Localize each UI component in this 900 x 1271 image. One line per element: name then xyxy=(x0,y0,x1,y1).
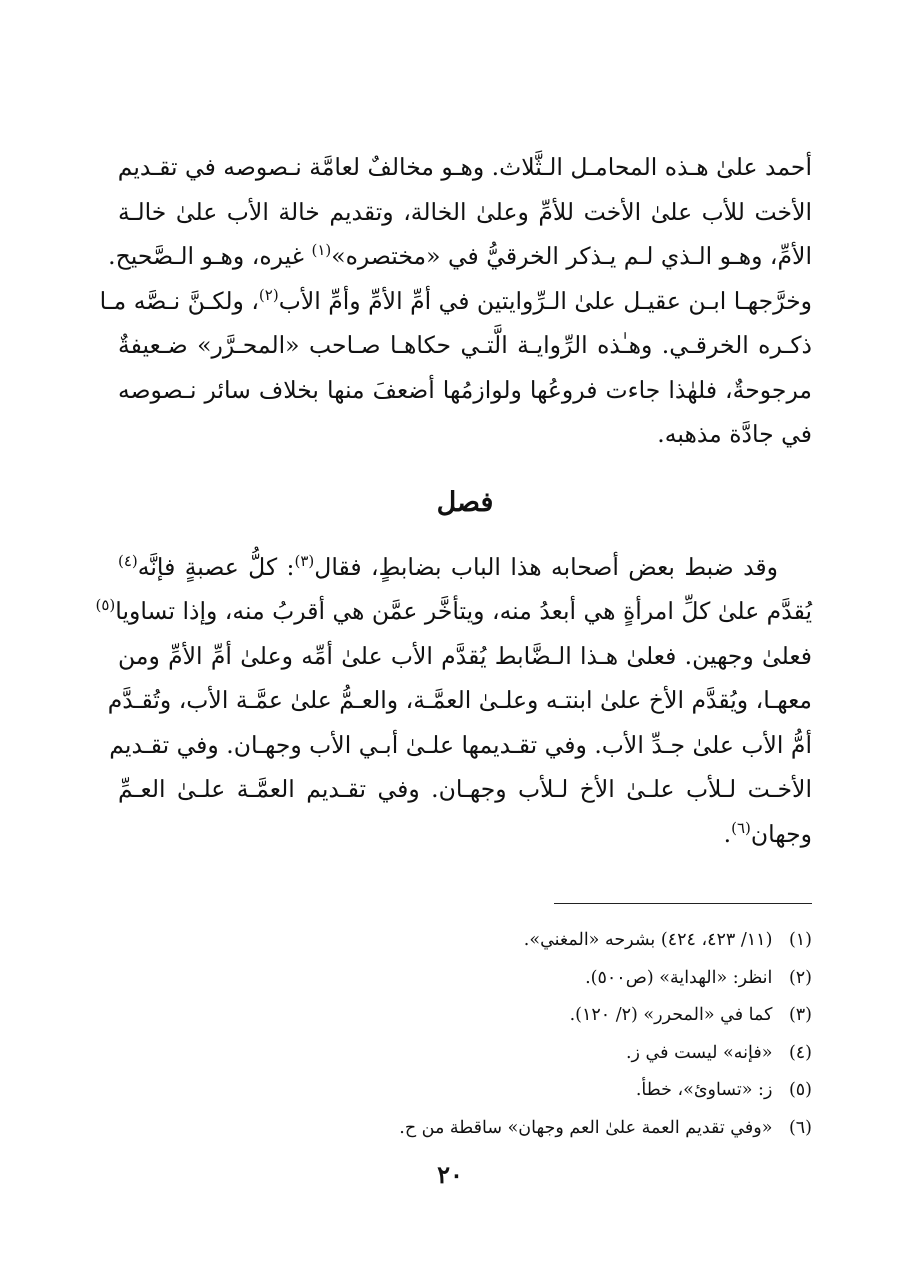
footnote-ref-4[interactable]: (٤) xyxy=(118,551,138,570)
footnote-text: ز: «تساوئ»، خطأ. xyxy=(635,1080,773,1100)
main-text xyxy=(95,145,812,856)
footnote-ref-1[interactable]: (١) xyxy=(311,241,332,260)
text-segment: يُقدَّم علىٰ كلِّ امرأةٍ هي أبعدُ منه، ويتأخَّر عمَّن هي أقربُ منه، وإذا تساويا xyxy=(115,597,812,625)
footnote-ref-2[interactable]: (٢) xyxy=(258,285,279,304)
text-line: الأخـت لـلأب علـىٰ الأخ لـلأب وجهـان. وفي تقـديم العمَّـة علـىٰ العـمِّ xyxy=(118,775,812,803)
text-segment: : كلُّ عصبةٍ فإنَّه xyxy=(137,552,295,581)
text-line: الأخت للأب علىٰ الأخت للأمِّ وعلىٰ الخالة، وتقديم خالة الأب علىٰ خالـة xyxy=(118,197,812,226)
footnote-ref-5[interactable]: (٥) xyxy=(95,596,116,615)
page-number: ٢٠ xyxy=(437,1160,463,1189)
footnote-number: (٦) xyxy=(788,1117,812,1138)
footnote-number: (٥) xyxy=(788,1080,812,1100)
footnote-item xyxy=(292,997,812,1035)
text-segment: وخرَّجهـا ابـن عقيـل علىٰ الـرِّوايتين في أمِّ الأمِّ وأمِّ الأب xyxy=(278,286,812,315)
text-line xyxy=(118,812,812,857)
footnote-item xyxy=(292,960,812,998)
footnote-number: (١) xyxy=(788,930,812,950)
text-segment: وقد ضبط بعض أصحابه هذا الباب بضابطٍ، فقال xyxy=(314,552,779,581)
text-line: ذكـره الخرقـي. وهـٰذه الرِّوايـة الَّتـي حكاهـا صـاحب «المحـرَّر» ضـعيفةٌ xyxy=(118,331,812,359)
footnote-number: (٤) xyxy=(788,1042,812,1063)
footnote-ref-3[interactable]: (٣) xyxy=(294,551,315,570)
text-segment: الأمِّ، وهـو الـذي لـم يـذكر الخرقيُّ في «مختصره» xyxy=(331,242,812,270)
text-line xyxy=(118,545,812,590)
footnote-text: «فإنه» ليست في ز. xyxy=(625,1042,773,1063)
text-line: مرجوحةٌ، فلهٰذا جاءت فروعُها ولوازمُها أضعفَ منها بخلاف سائر نـصوصه xyxy=(118,375,812,404)
footnote-ref-6[interactable]: (٦) xyxy=(731,818,751,837)
paragraph-2 xyxy=(95,545,812,857)
text-line xyxy=(108,234,812,279)
footnote-text: «وفي تقديم العمة علىٰ العم وجهان» ساقطة من ح. xyxy=(399,1117,773,1138)
text-line: أمُّ الأب علىٰ جـدِّ الأب. وفي تقـديمها علـىٰ أبـي الأب وجهـان. وفي تقـديم xyxy=(109,730,812,759)
footnotes xyxy=(292,922,812,1147)
text-line: أحمد علىٰ هـذه المحامـل الـثَّلاث. وهـو مخالفٌ لعامَّة نـصوصه في تقـديم xyxy=(117,153,812,181)
footnote-item xyxy=(292,1072,812,1110)
footnote-item xyxy=(292,1110,812,1148)
text-line: فعلىٰ وجهين. فعلىٰ هـذا الـضَّابط يُقدَّم الأب علىٰ أمِّه وعلىٰ أمِّ الأمِّ ومن xyxy=(118,641,812,670)
text-line xyxy=(99,279,812,324)
text-segment: وجهان xyxy=(750,819,812,848)
text-line: في جادَّة مذهبه. xyxy=(657,420,812,448)
section-heading: فصل xyxy=(436,486,494,518)
text-segment: ، ولكـنَّ نـصَّه مـا xyxy=(99,286,259,315)
footnote-divider xyxy=(554,903,812,904)
text-line: معهـا، ويُقدَّم الأخ علىٰ ابنتـه وعلـىٰ العمَّـة، والعـمُّ علىٰ عمَّـة الأب، وتُقـدَّم xyxy=(107,686,812,714)
footnote-text: كما في «المحرر» (٢/ ١٢٠). xyxy=(569,1005,773,1025)
footnote-text: انظر: «الهداية» (ص٥٠٠). xyxy=(585,967,773,988)
text-segment: . xyxy=(723,819,732,848)
footnote-text: (١١/ ٤٢٣، ٤٢٤) بشرحه «المغني». xyxy=(523,930,773,950)
footnote-number: (٣) xyxy=(788,1005,812,1025)
text-line xyxy=(95,589,812,634)
footnote-number: (٢) xyxy=(788,967,812,988)
paragraph-1 xyxy=(99,145,812,457)
footnote-item xyxy=(292,922,812,960)
text-segment: غيره، وهـو الـصَّحيح. xyxy=(108,242,312,270)
footnote-item xyxy=(292,1035,812,1073)
